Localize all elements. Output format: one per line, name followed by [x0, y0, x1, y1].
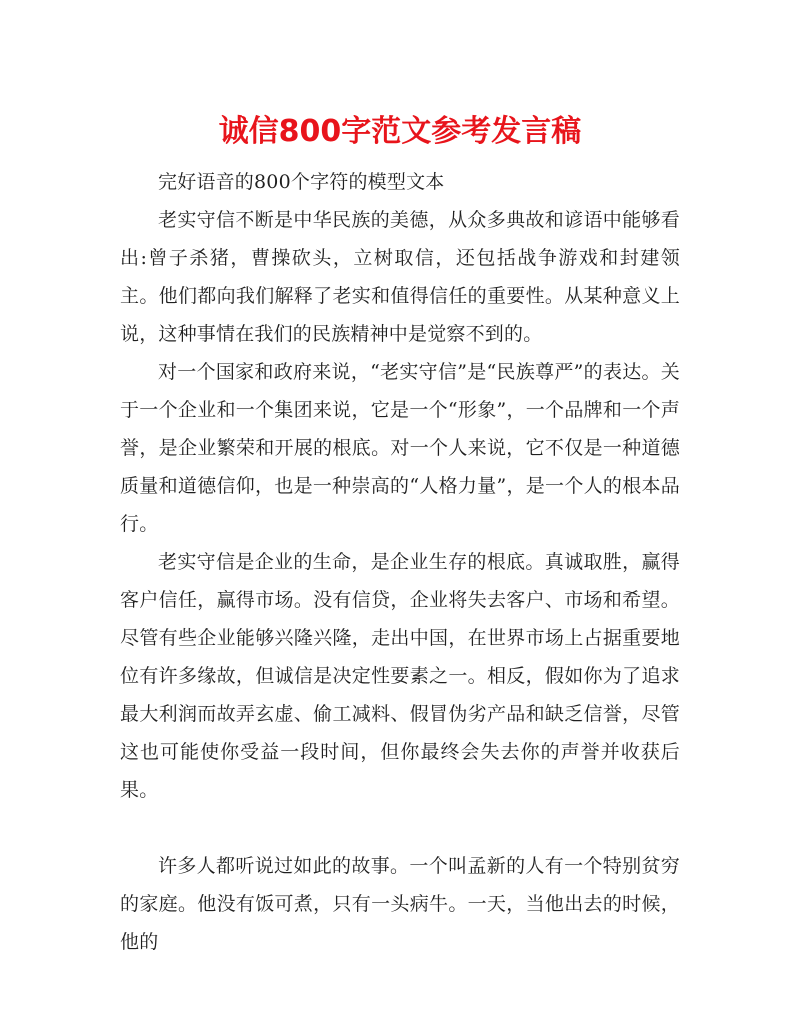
paragraph-spacer: [120, 809, 680, 847]
paragraph-4: 许多人都听说过如此的故事。一个叫孟新的人有一个特别贫穷的家庭。他没有饭可煮，只有一头病牛。一天，当他出去的时候，他的: [120, 855, 680, 953]
document-subtitle: 完好语音的800个字符的模型文本: [158, 171, 445, 193]
paragraph-3: 老实守信是企业的生命，是企业生存的根底。真诚取胜，赢得客户信任，赢得市场。没有信贷，企业将失去客户、市场和希望。尽管有些企业能够兴隆兴隆，走出中国，在世界市场上占据重要地位有许多缘故，但诚信是决定性要素之一。相反，假如你为了追求最大利润而故弄玄虚、偷工减料、假冒伪劣产品和缺乏信誉，尽管这也可能使你受益一段时间，但你最终会失去你的声誉并收获后果。: [120, 551, 680, 801]
paragraph-1: 老实守信不断是中华民族的美德，从众多典故和谚语中能够看出:曾子杀猪，曹操砍头，立树取信，还包括战争游戏和封建领主。他们都向我们解释了老实和值得信任的重要性。从某种意义上说，这种事情在我们的民族精神中是觉察不到的。: [120, 209, 680, 345]
document-title: 诚信800字范文参考发言稿: [218, 114, 582, 149]
document-body: [120, 163, 680, 961]
paragraph-2: 对一个国家和政府来说，“老实守信”是“民族尊严”的表达。关于一个企业和一个集团来说，它是一个“形象”，一个品牌和一个声誉，是企业繁荣和开展的根底。对一个人来说，它不仅是一种道德质量和道德信仰，也是一种崇高的“人格力量”，是一个人的根本品行。: [120, 361, 680, 535]
